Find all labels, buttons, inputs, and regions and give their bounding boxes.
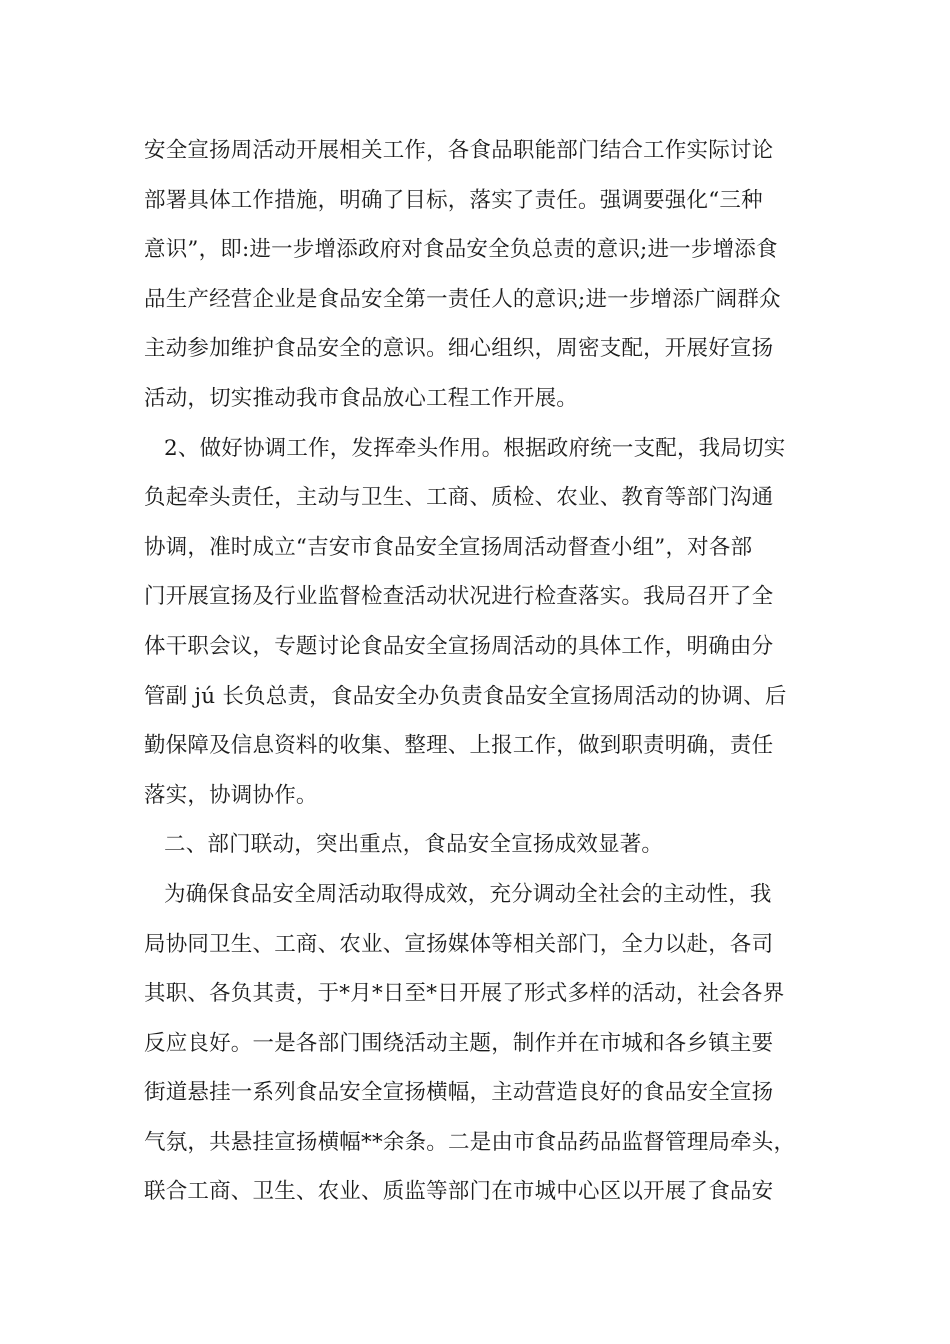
text-line: 安全宣扬周活动开展相关工作，各食品职能部门结合工作实际讨论 (144, 138, 774, 163)
text-line: 勤保障及信息资料的收集、整理、上报工作，做到职责明确，责任 (144, 733, 774, 759)
text-line: 意识”，即:进一步增添政府对食品安全负总责的意识;进一步增添食 (144, 237, 778, 263)
text-line: 品生产经营企业是食品安全第一责任人的意识;进一步增添广阔群众 (144, 286, 781, 312)
text-line: 门开展宣扬及行业监督检查活动状况进行检查落实。我局召开了全 (144, 584, 774, 610)
text-line: 联合工商、卫生、农业、质监等部门在市城中心区以开展了食品安 (144, 1179, 774, 1205)
text-line: 活动，切实推动我市食品放心工程工作开展。 (144, 385, 579, 411)
text-line: 气氛，共悬挂宣扬横幅**余条。二是由市食品药品监督管理局牵头， (144, 1129, 796, 1155)
text-line: 反应良好。一是各部门围绕活动主题，制作并在市城和各乡镇主要 (144, 1030, 774, 1056)
body-text (144, 126, 834, 1217)
text-line: 体干职会议，专题讨论食品安全宣扬周活动的具体工作，明确由分 (144, 633, 774, 659)
text-line: 局协同卫生、工商、农业、宣扬媒体等相关部门，全力以赴，各司 (144, 931, 774, 957)
text-line: 落实，协调协作。 (144, 782, 318, 808)
text-line: 主动参加维护食品安全的意识。细心组织，周密支配，开展好宣扬 (144, 336, 774, 362)
text-line: 二、部门联动，突出重点，食品安全宣扬成效显著。 (164, 832, 664, 858)
text-line: 部署具体工作措施，明确了目标，落实了责任。强调要强化“三种 (144, 187, 763, 213)
text-line: 管副 jú 长负总责，食品安全办负责食品安全宣扬周活动的协调、后 (144, 683, 787, 709)
text-line: 协调，准时成立“吉安市食品安全宣扬周活动督查小组”，对各部 (144, 534, 753, 560)
text-line: 负起牵头责任，主动与卫生、工商、质检、农业、教育等部门沟通 (144, 485, 774, 511)
text-line: 其职、各负其责，于*月*日至*日开展了形式多样的活动，社会各界 (144, 981, 785, 1007)
text-line: 为确保食品安全周活动取得成效，充分调动全社会的主动性，我 (164, 881, 772, 907)
text-line: 2、做好协调工作，发挥牵头作用。根据政府统一支配，我局切实 (164, 435, 786, 461)
text-line: 街道悬挂一系列食品安全宣扬横幅，主动营造良好的食品安全宣扬 (144, 1080, 774, 1106)
